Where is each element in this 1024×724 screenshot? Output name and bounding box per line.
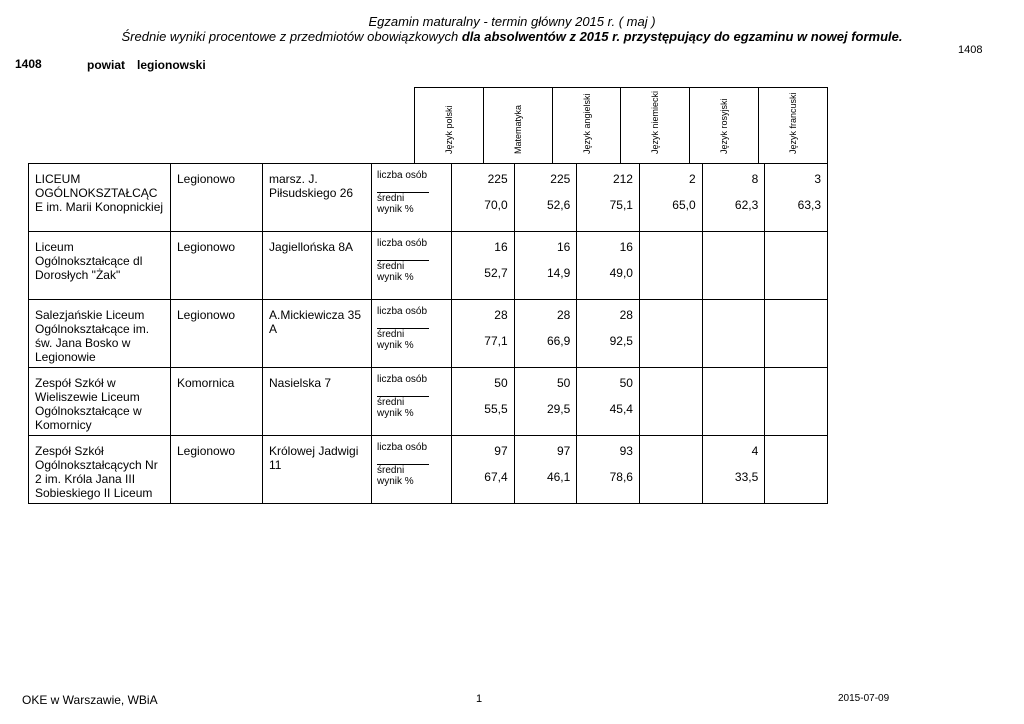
student-count xyxy=(640,376,696,402)
student-count xyxy=(765,308,821,334)
student-count xyxy=(703,308,759,334)
subject-header xyxy=(483,88,552,164)
average-label-line1: średni xyxy=(377,464,429,476)
average-score: 29,5 xyxy=(546,402,571,416)
subject-result-cell xyxy=(639,368,702,436)
student-count: 28 xyxy=(556,308,571,322)
average-score: 46,1 xyxy=(546,470,571,484)
subject-result-cell xyxy=(765,436,828,504)
student-count: 225 xyxy=(487,172,508,186)
average-score: 49,0 xyxy=(609,266,633,280)
row-labels xyxy=(372,164,452,232)
average-score: 55,5 xyxy=(484,402,508,416)
subject-result-cell xyxy=(452,300,515,368)
average-score: 65,0 xyxy=(672,198,696,212)
average-score: 45,4 xyxy=(609,402,633,416)
student-count: 16 xyxy=(619,240,633,254)
subject-label: Język francuski xyxy=(788,92,799,154)
average-label-line1: średni xyxy=(377,396,429,408)
average-label xyxy=(377,396,447,419)
table-row xyxy=(29,368,828,436)
subject-result-cell xyxy=(702,300,765,368)
subject-result-cell xyxy=(452,436,515,504)
subject-header xyxy=(758,88,827,164)
subject-result-cell xyxy=(702,232,765,300)
school-address: marsz. J. Piłsudskiego 26 xyxy=(263,164,372,232)
subject-result-cell xyxy=(577,368,640,436)
results-table xyxy=(28,163,828,504)
report-title: Egzamin maturalny - termin główny 2015 r. ( maj ) xyxy=(368,14,656,29)
subject-result-cell xyxy=(765,232,828,300)
subject-result-cell xyxy=(452,232,515,300)
powiat-name: legionowski xyxy=(137,58,206,72)
subject-result-cell xyxy=(765,300,828,368)
student-count: 16 xyxy=(556,240,571,254)
average-score: 52,7 xyxy=(484,266,508,280)
student-count: 28 xyxy=(494,308,508,322)
student-count xyxy=(765,444,821,470)
student-count: 50 xyxy=(556,376,571,390)
subject-label: Język niemiecki xyxy=(650,90,661,154)
subject-result-cell xyxy=(514,164,577,232)
student-count: 3 xyxy=(814,172,821,186)
student-count: 225 xyxy=(550,172,571,186)
count-label: liczba osób xyxy=(377,442,428,453)
student-count: 16 xyxy=(494,240,508,254)
student-count: 97 xyxy=(494,444,508,458)
subject-label: Język polski xyxy=(443,105,454,154)
average-label-line2: wynik % xyxy=(377,476,414,487)
footer-organization: OKE w Warszawie, WBiA xyxy=(22,693,158,707)
table-row xyxy=(29,164,828,232)
count-label: liczba osób xyxy=(377,170,428,181)
average-label-line2: wynik % xyxy=(377,340,414,351)
subtitle-bold: dla absolwentów z 2015 r. przystępujący do egzaminu w nowej formule. xyxy=(461,29,903,44)
school-city: Komornica xyxy=(171,368,263,436)
subject-result-cell xyxy=(452,164,515,232)
subject-header-row xyxy=(414,87,828,164)
subject-label: Matematyka xyxy=(512,104,523,154)
average-score: 75,1 xyxy=(609,198,633,212)
school-name: Zespół Szkół Ogólnokształcących Nr 2 im. Króla Jana III Sobieskiego II Liceum xyxy=(29,436,171,504)
student-count: 4 xyxy=(751,444,759,458)
school-name: Salezjańskie Liceum Ogólnokształcące im. św. Jana Bosko w Legionowie xyxy=(29,300,171,368)
table-row xyxy=(29,436,828,504)
school-city: Legionowo xyxy=(171,232,263,300)
count-label: liczba osób xyxy=(377,374,428,385)
student-count xyxy=(703,376,759,402)
subject-result-cell xyxy=(577,436,640,504)
school-city: Legionowo xyxy=(171,300,263,368)
school-city: Legionowo xyxy=(171,164,263,232)
district-code-right: 1408 xyxy=(958,44,983,56)
average-label-line2: wynik % xyxy=(377,272,414,283)
row-labels xyxy=(372,232,452,300)
subject-result-cell xyxy=(639,300,702,368)
subject-result-cell xyxy=(639,164,702,232)
page-number: 1 xyxy=(476,693,483,705)
average-score: 67,4 xyxy=(484,470,508,484)
student-count: 2 xyxy=(688,172,696,186)
student-count xyxy=(765,240,821,266)
subject-header xyxy=(620,88,689,164)
school-name: Liceum Ogólnokształcące dl Dorosłych "Żak" xyxy=(29,232,171,300)
school-address: Królowej Jadwigi 11 xyxy=(263,436,372,504)
subject-result-cell xyxy=(765,368,828,436)
subject-header xyxy=(552,88,621,164)
student-count xyxy=(640,240,696,266)
student-count: 50 xyxy=(494,376,508,390)
average-label-line2: wynik % xyxy=(377,408,414,419)
subject-result-cell xyxy=(577,300,640,368)
school-address: A.Mickiewicza 35 A xyxy=(263,300,372,368)
average-label-line1: średni xyxy=(377,260,429,272)
subject-result-cell xyxy=(577,232,640,300)
powiat-label: powiat xyxy=(87,58,125,72)
school-name: LICEUM OGÓLNOKSZTAŁCĄC E im. Marii Konopnickiej xyxy=(29,164,171,232)
student-count xyxy=(703,240,759,266)
subject-result-cell xyxy=(514,436,577,504)
average-score: 78,6 xyxy=(609,470,633,484)
subject-result-cell xyxy=(765,164,828,232)
student-count: 212 xyxy=(612,172,633,186)
subject-header xyxy=(689,88,758,164)
subject-result-cell xyxy=(702,436,765,504)
subject-result-cell xyxy=(514,368,577,436)
subject-header xyxy=(415,88,483,164)
subject-label: Język angielski xyxy=(581,93,592,154)
report-subtitle xyxy=(0,29,1024,44)
powiat-heading xyxy=(87,58,206,72)
average-score: 77,1 xyxy=(484,334,508,348)
student-count: 97 xyxy=(556,444,571,458)
average-label xyxy=(377,328,447,351)
student-count: 50 xyxy=(619,376,633,390)
subject-result-cell xyxy=(702,368,765,436)
subject-label: Język rosyjski xyxy=(719,98,730,154)
subject-result-cell xyxy=(452,368,515,436)
count-label: liczba osób xyxy=(377,238,428,249)
student-count xyxy=(640,308,696,334)
average-label-line1: średni xyxy=(377,328,429,340)
count-label: liczba osób xyxy=(377,306,428,317)
row-labels xyxy=(372,368,452,436)
subject-result-cell xyxy=(702,164,765,232)
average-score: 63,3 xyxy=(797,198,821,212)
table-row xyxy=(29,300,828,368)
school-city: Legionowo xyxy=(171,436,263,504)
average-score: 62,3 xyxy=(734,198,759,212)
student-count xyxy=(765,376,821,402)
average-score: 33,5 xyxy=(734,470,759,484)
average-score: 66,9 xyxy=(546,334,571,348)
footer-date: 2015-07-09 xyxy=(838,693,890,704)
school-address: Jagiellońska 8A xyxy=(263,232,372,300)
subject-result-cell xyxy=(514,300,577,368)
average-score: 70,0 xyxy=(484,198,508,212)
row-labels xyxy=(372,436,452,504)
student-count xyxy=(640,444,696,470)
student-count: 93 xyxy=(619,444,633,458)
student-count: 28 xyxy=(619,308,633,322)
average-label xyxy=(377,260,447,283)
table-row xyxy=(29,232,828,300)
subject-result-cell xyxy=(639,436,702,504)
student-count: 8 xyxy=(751,172,759,186)
district-code-left: 1408 xyxy=(15,57,42,71)
average-score: 52,6 xyxy=(546,198,571,212)
subtitle-plain: Średnie wyniki procentowe z przedmiotów obowiązkowych xyxy=(121,29,462,44)
average-score: 92,5 xyxy=(609,334,633,348)
average-label xyxy=(377,192,447,215)
average-label xyxy=(377,464,447,487)
subject-result-cell xyxy=(577,164,640,232)
row-labels xyxy=(372,300,452,368)
subject-result-cell xyxy=(514,232,577,300)
subject-result-cell xyxy=(639,232,702,300)
average-label-line2: wynik % xyxy=(377,204,414,215)
average-score: 14,9 xyxy=(546,266,571,280)
school-address: Nasielska 7 xyxy=(263,368,372,436)
average-label-line1: średni xyxy=(377,192,429,204)
school-name: Zespół Szkół w Wieliszewie Liceum Ogólnokształcące w Komornicy xyxy=(29,368,171,436)
